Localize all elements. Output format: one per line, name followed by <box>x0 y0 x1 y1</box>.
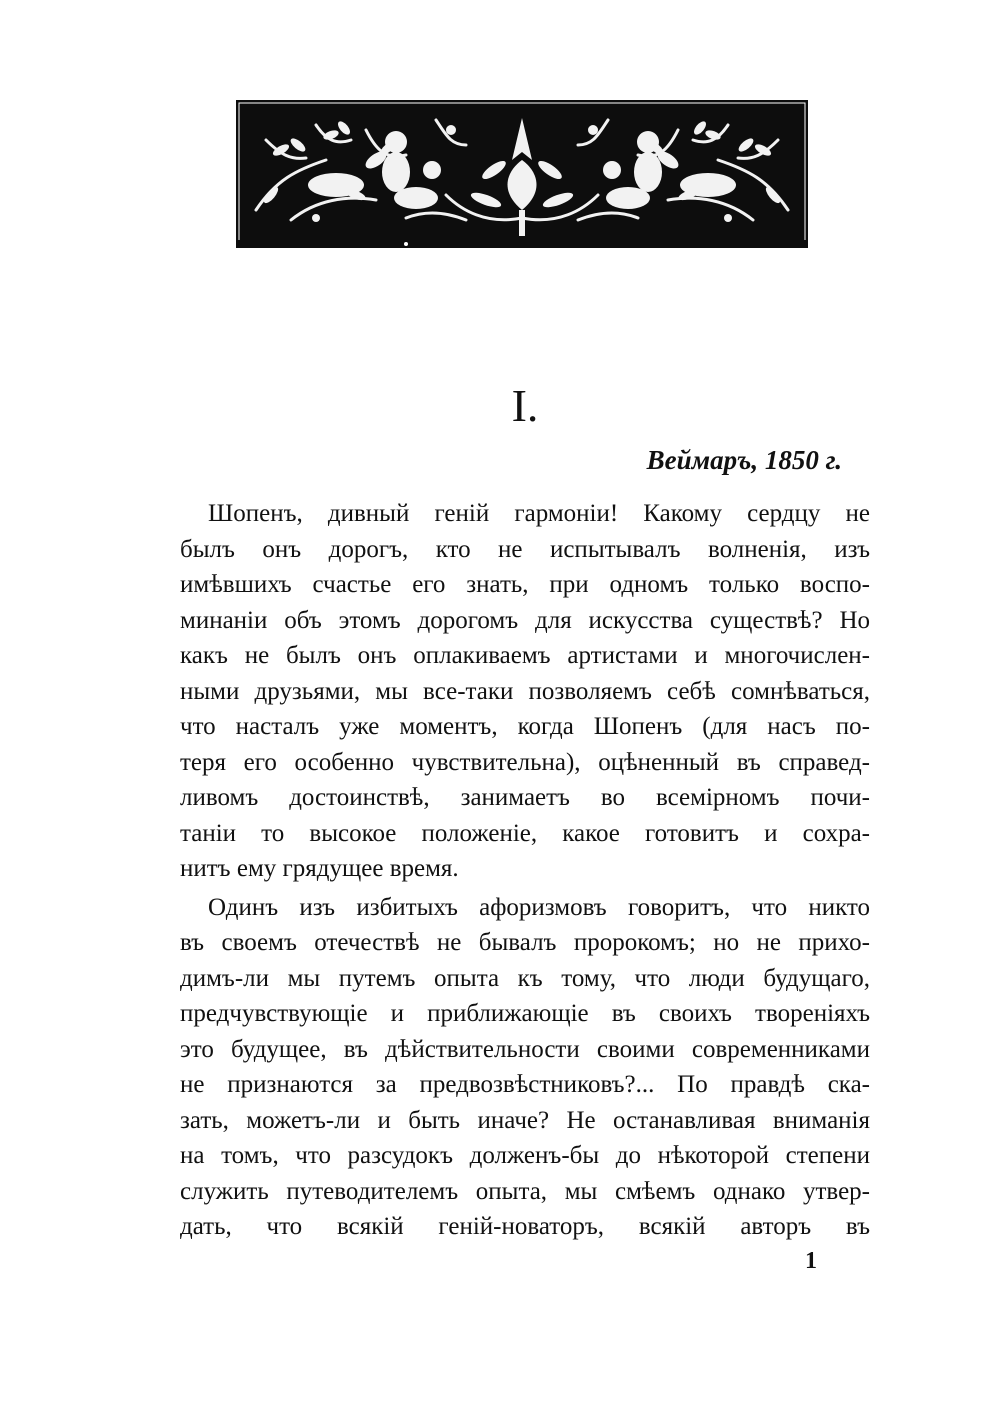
text-line: предчувствующiе и приближающiе въ своихъ творенiяхъ <box>180 1000 870 1027</box>
text-line: ными друзьями, мы все-таки позволяемъ себѣ сомнѣваться, <box>180 677 870 705</box>
text-line: имѣвшихъ счастье его знать, при одномъ только воспо- <box>180 571 870 598</box>
decorative-headpiece <box>236 100 808 248</box>
paragraph-1 <box>180 496 870 887</box>
dateline: Веймаръ, 1850 г. <box>646 445 842 475</box>
text-line: въ своемъ отечествѣ не бывалъ пророкомъ; но не прихо- <box>180 929 870 956</box>
text-line: минанiи объ этомъ дорогомъ для искусства существѣ? Но <box>180 606 870 634</box>
text-line: былъ онъ дорогъ, кто не испытывалъ волненiя, изъ <box>180 535 870 563</box>
text-line: не признаются за предвозвѣстниковъ?... По правдѣ ска- <box>180 1071 870 1098</box>
text-line: ливомъ достоинствѣ, занимаетъ во всемiрномъ почи- <box>180 784 870 811</box>
paragraph-2 <box>180 890 870 1245</box>
text-line: димъ-ли мы путемъ опыта къ тому, что люди будущаго, <box>180 964 870 992</box>
text-line: что насталъ уже моментъ, когда Шопенъ (для насъ по- <box>180 713 870 740</box>
text-line: служить путеводителемъ опыта, мы смѣемъ однако утвер- <box>180 1177 870 1205</box>
text-line: Одинъ изъ избитыхъ афоризмовъ говоритъ, что никто <box>208 893 870 921</box>
text-line: танiи то высокое положенiе, какое готовитъ и сохра- <box>180 819 870 847</box>
text-line: зать, можетъ-ли и быть иначе? Не останавливая вниманiя <box>180 1106 870 1134</box>
text-line: Шопенъ, дивный генiй гармонiи! Какому сердцу не <box>208 500 870 527</box>
headpiece-ornament-icon <box>236 100 808 248</box>
page-number: 1 <box>805 1248 817 1274</box>
text-line: теря его особенно чувствительна), оцѣненный въ справед- <box>180 748 870 776</box>
text-line: это будущее, въ дѣйствительности своими современниками <box>180 1035 870 1063</box>
body-text <box>180 496 870 1245</box>
text-line: на томъ, что разсудокъ долженъ-бы до нѣкоторой степени <box>180 1142 870 1169</box>
text-line: нитъ ему грядущее время. <box>180 855 459 882</box>
chapter-numeral: I. <box>511 380 539 431</box>
text-line: какъ не былъ онъ оплакиваемъ артистами и многочислен- <box>180 642 870 669</box>
text-line: дать, что всякiй генiй-новаторъ, всякiй авторъ въ <box>180 1213 870 1240</box>
